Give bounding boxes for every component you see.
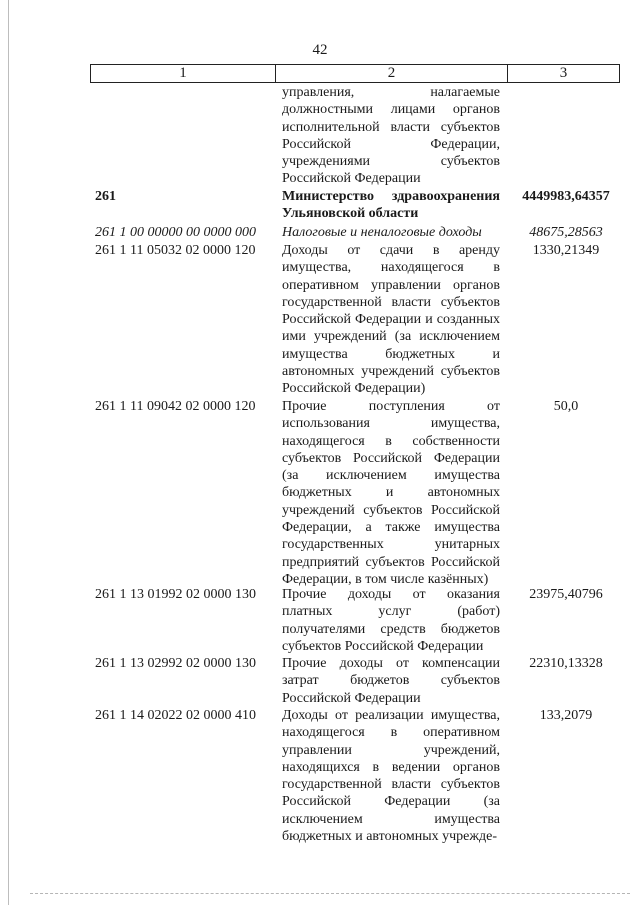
row-description: Прочие доходы от оказания платных услуг (работ) получателями средств бюджетов субъектов Российской Федерации bbox=[282, 587, 500, 654]
row-amount: 48675,28563 bbox=[529, 225, 603, 240]
row-description: Прочие доходы от компенсации затрат бюджетов субъектов Российской Федерации bbox=[282, 656, 500, 706]
row-amount: 23975,40796 bbox=[529, 587, 603, 602]
row-amount: 133,2079 bbox=[539, 708, 593, 723]
row-amount: 1330,21349 bbox=[532, 243, 600, 258]
row-amount: 4449983,64357 bbox=[522, 189, 610, 204]
row-description: Доходы от сдачи в аренду имущества, находящегося в оперативном управлении органов государственной власти субъектов Российской Федерации и созданных ими учреждений (за исключением имущества бюджетных и автономных учреждений субъектов Российской Федерации) bbox=[282, 243, 500, 397]
header-col-2: 2 bbox=[276, 65, 508, 82]
table-header bbox=[90, 64, 620, 83]
row-amount: 50,0 bbox=[553, 399, 579, 414]
scan-bottom-edge bbox=[30, 893, 630, 894]
row-code: 261 1 11 05032 02 0000 120 bbox=[95, 243, 256, 258]
row-code: 261 1 00 00000 00 0000 000 bbox=[95, 225, 256, 240]
row-amount: 22310,13328 bbox=[529, 656, 603, 671]
page-number: 42 bbox=[312, 42, 328, 58]
row-code: 261 1 13 01992 02 0000 130 bbox=[95, 587, 256, 602]
row-code: 261 1 11 09042 02 0000 120 bbox=[95, 399, 256, 414]
continuation-text: управления, налагаемые должностными лицами органов исполнительной власти субъектов Российской Федерации, учреждениями субъектов Российской Федерации bbox=[282, 85, 500, 187]
row-code: 261 bbox=[95, 189, 116, 204]
header-col-1: 1 bbox=[91, 65, 276, 82]
row-description: Прочие поступления от использования имущества, находящегося в собственности субъектов Российской Федерации (за исключением имущества бюджетных и автономных учреждений субъектов Российской Федерации, а также имущества государственных унитарных предприятий субъектов Российской Федерации, в том числе казённых) bbox=[282, 399, 500, 587]
row-description: Министерство здравоохранения Ульяновской области bbox=[282, 189, 500, 222]
row-description: Доходы от реализации имущества, находящегося в оперативном управлении учреждений, находящихся в ведении органов государственной власти субъектов Российской Федерации (за исключением имущества бюджетных и автономных учрежде- bbox=[282, 708, 500, 845]
scan-left-edge bbox=[8, 0, 9, 905]
row-code: 261 1 14 02022 02 0000 410 bbox=[95, 708, 256, 723]
row-description: Налоговые и неналоговые доходы bbox=[282, 225, 482, 240]
header-col-3: 3 bbox=[559, 65, 568, 81]
row-code: 261 1 13 02992 02 0000 130 bbox=[95, 656, 256, 671]
